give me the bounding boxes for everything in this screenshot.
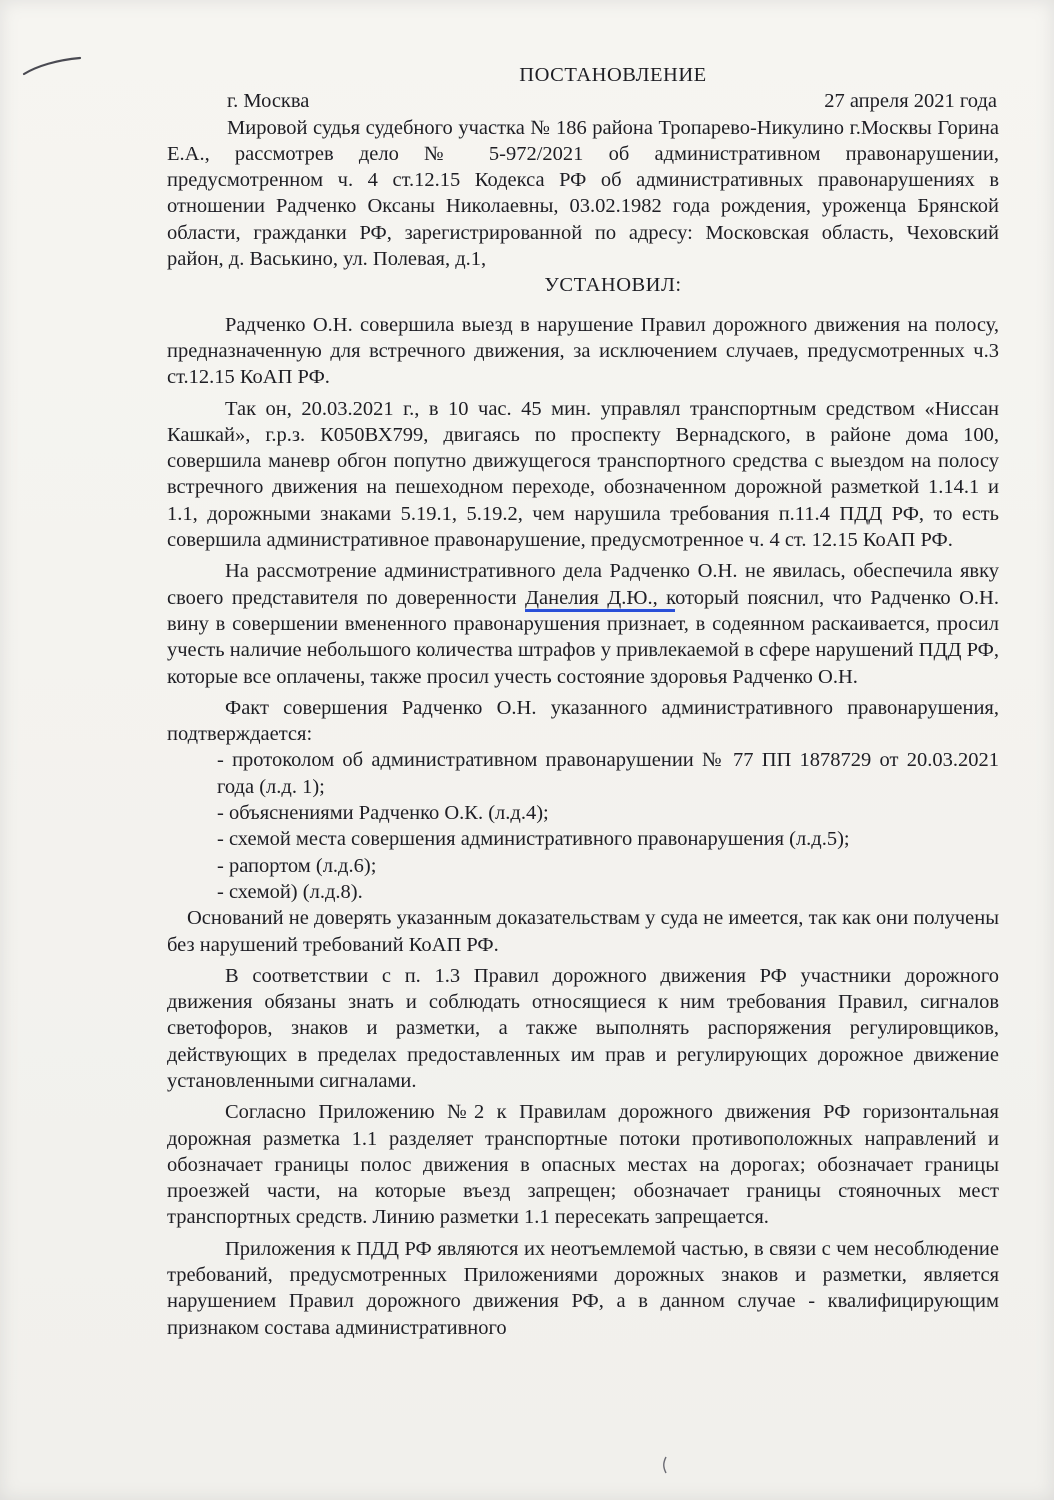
- intro-paragraph: Мировой судья судебного участка № 186 района Тропарево-Никулино г.Москвы Горина Е.А., рассмотрев дело № 5-972/2021 об административном правонарушении, предусмотренном ч. 4 ст.12.15 Кодекса РФ об административных правонарушениях в отношении Радченко Оксаны Николаевны, 03.02.1982 года рождения, уроженца Брянской области, гражданки РФ, зарегистрированной по адресу: Московская область, Чеховский район, д. Васькино, ул. Полевая, д.1,: [167, 116, 999, 271]
- header-row: [167, 88, 999, 114]
- document-date: 27 апреля 2021 года: [824, 90, 997, 113]
- paragraph-hearing-part2: оторый пояснил, что Радченко О.Н. вину в совершении вмененного правонарушения признает, в содеянном раскаивается, просил учесть наличие небольшого количества штрафов у привлекаемой в сфере нарушений ПДД РФ, которые все оплачены, также просил учесть состояние здоровья Радченко О.Н.: [167, 586, 999, 688]
- representative-name: Данелия Д.Ю., к: [525, 587, 675, 612]
- document-title: ПОСТАНОВЛЕНИЕ: [519, 64, 707, 86]
- section-title: УСТАНОВИЛ:: [544, 274, 682, 297]
- evidence-list: [167, 747, 999, 905]
- paragraph-rules: В соответствии с п. 1.3 Правил дорожного движения РФ участники дорожного движения обязаны знать и соблюдать относящиеся к ним требования Правил, сигналов светофоров, знаков и разметки, а также выполнять распоряжения регулировщиков, действующих в пределах предоставленных им прав и регулирующих дорожное движение установленными сигналами.: [167, 964, 999, 1092]
- pen-stroke-mark: [22, 52, 82, 82]
- city: г. Москва: [227, 90, 310, 113]
- evidence-item: - схемой) (л.д.8).: [217, 880, 363, 903]
- small-pen-mark: [660, 1455, 672, 1475]
- evidence-item: - объяснениями Радченко О.К. (л.д.4);: [217, 802, 549, 825]
- paragraph-violation: Радченко О.Н. совершила выезд в нарушение Правил дорожного движения на полосу, предназначенную для встречного движения, за исключением случаев, предусмотренных ч.3 ст.12.15 КоАП РФ.: [167, 313, 999, 389]
- paragraph-hearing-part1: На рассмотрение административного дела Радченко О.Н. не явилась, обеспечила явку своего представителя по доверенности: [167, 560, 999, 609]
- paragraph-evidence-intro: Факт совершения Радченко О.Н. указанного административного правонарушения, подтверждается:: [167, 696, 999, 746]
- evidence-item: - схемой места совершения административного правонарушения (л.д.5);: [217, 828, 850, 851]
- paragraph-appendix: Приложения к ПДД РФ являются их неотъемлемой частью, в связи с чем несоблюдение требований, предусмотренных Приложениями дорожных знаков и разметки, является нарушением Правил дорожного движения РФ, а в данном случае - квалифицирующим признаком состава административного: [167, 1237, 999, 1339]
- paragraph-circumstances: Так он, 20.03.2021 г., в 10 час. 45 мин. управлял транспортным средством «Ниссан Кашкай», г.р.з. К050ВХ799, двигаясь по проспекту Вернадского, в районе дома 100, совершила маневр обгон попутно движущегося транспортного средства с выездом на полосу встречного движения на пешеходном переходе, обозначенном дорожной разметкой 1.14.1 и 1.1, дорожными знаками 5.19.1, 5.19.2, чем нарушила требования п.11.4 ПДД РФ, то есть совершила административное правонарушение, предусмотренное ч. 4 ст. 12.15 КоАП РФ.: [167, 397, 999, 552]
- document-body: [167, 62, 999, 1341]
- paragraph-hearing: [167, 558, 999, 689]
- paragraph-trust: Оснований не доверять указанным доказательствам у суда не имеется, так как они получены без нарушений требований КоАП РФ.: [167, 907, 999, 956]
- evidence-item: - протоколом об административном правонарушении № 77 ПП 1878729 от 20.03.2021 года (л.д. 1);: [217, 749, 999, 798]
- paragraph-marking: Согласно Приложению №2 к Правилам дорожного движения РФ горизонтальная дорожная разметка 1.1 разделяет транспортные потоки противоположных направлений и обозначает границы полос движения в опасных местах на дорогах; обозначает границы проезжей части, на которые въезд запрещен; обозначает границы стояночных мест транспортных средств. Линию разметки 1.1 пересекать запрещается.: [167, 1101, 999, 1229]
- evidence-item: - рапортом (л.д.6);: [217, 854, 377, 877]
